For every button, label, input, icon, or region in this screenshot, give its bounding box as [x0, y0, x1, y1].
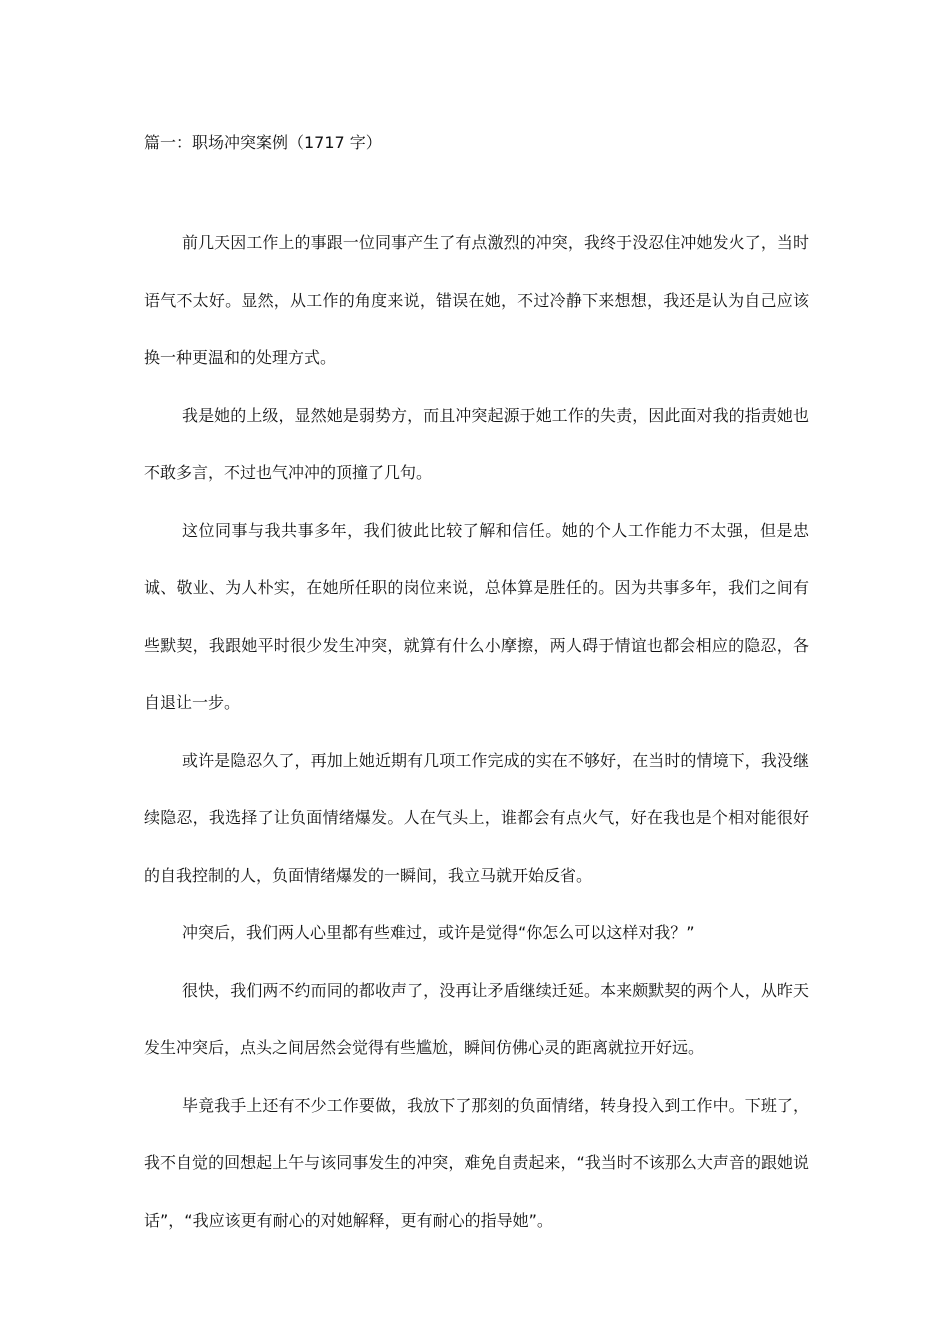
paragraph-7: 毕竟我手上还有不少工作要做，我放下了那刻的负面情绪，转身投入到工作中。下班了，我不自觉的回想起上午与该同事发生的冲突，难免自责起来，“我当时不该那么大声音的跟她说话”，“我应该更有耐心的对她解释，更有耐心的指导她”。	[144, 1095, 809, 1230]
paragraph-1: 前几天因工作上的事跟一位同事产生了有点激烈的冲突，我终于没忍住冲她发火了，当时语气不太好。显然，从工作的角度来说，错误在她，不过冷静下来想想，我还是认为自己应该换一种更温和的处理方式。	[144, 233, 809, 367]
paragraph-5: 冲突后，我们两人心里都有些难过，或许是觉得“你怎么可以这样对我？”	[182, 923, 695, 942]
paragraph-3: 这位同事与我共事多年，我们彼此比较了解和信任。她的个人工作能力不太强，但是忠诚、敬业、为人朴实，在她所任职的岗位来说，总体算是胜任的。因为共事多年，我们之间有些默契，我跟她平时很少发生冲突，就算有什么小摩擦，两人碍于情谊也都会相应的隐忍，各自退让一步。	[144, 520, 809, 712]
paragraph-4: 或许是隐忍久了，再加上她近期有几项工作完成的实在不够好，在当时的情境下，我没继续隐忍，我选择了让负面情绪爆发。人在气头上，谁都会有点火气，好在我也是个相对能很好的自我控制的人，负面情绪爆发的一瞬间，我立马就开始反省。	[144, 750, 809, 885]
paragraph-6: 很快，我们两不约而同的都收声了，没再让矛盾继续迁延。本来颇默契的两个人，从昨天发生冲突后，点头之间居然会觉得有些尴尬，瞬间仿佛心灵的距离就拉开好远。	[144, 980, 809, 1057]
document-title: 篇一：职场冲突案例（1717 字）	[144, 133, 382, 152]
paragraph-2: 我是她的上级，显然她是弱势方，而且冲突起源于她工作的失责，因此面对我的指责她也不敢多言，不过也气冲冲的顶撞了几句。	[144, 405, 809, 482]
document-body	[144, 214, 809, 1249]
